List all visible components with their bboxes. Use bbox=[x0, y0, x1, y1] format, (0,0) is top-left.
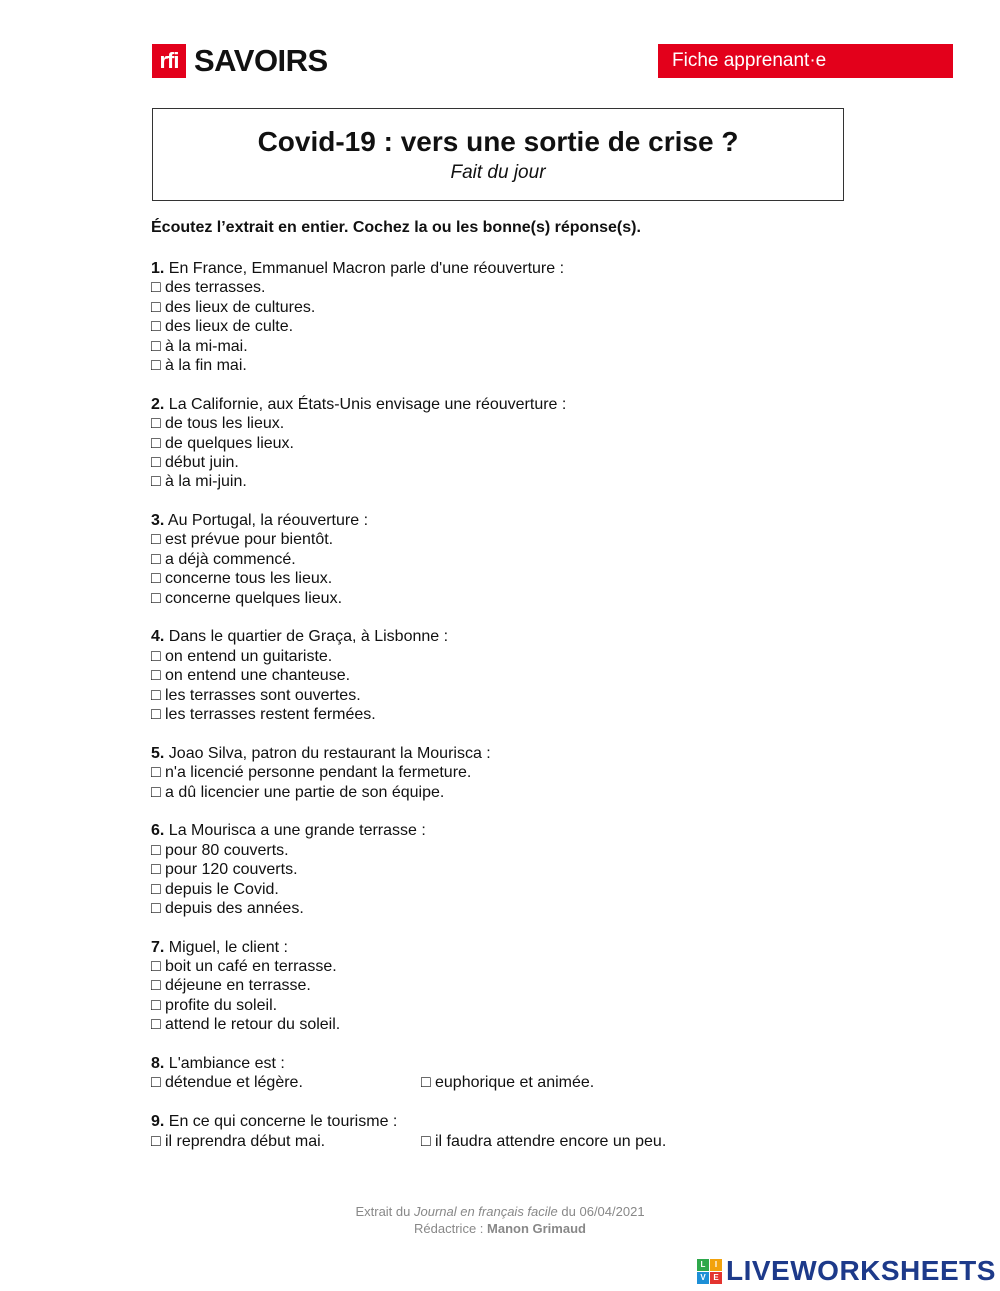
question-2 bbox=[151, 395, 851, 492]
question-number: 9. bbox=[151, 1113, 165, 1131]
answer-option[interactable]: □ a dû licencier une partie de son équipe. bbox=[151, 783, 445, 801]
answer-option[interactable]: □ les terrasses restent fermées. bbox=[151, 705, 376, 723]
question-text: Miguel, le client : bbox=[164, 938, 288, 956]
answer-option[interactable]: □ n'a licencié personne pendant la fermeture. bbox=[151, 764, 472, 782]
question-text: La Californie, aux États-Unis envisage une réouverture : bbox=[164, 395, 567, 413]
question-text: L'ambiance est : bbox=[164, 1055, 285, 1073]
answer-option[interactable]: □ pour 80 couverts. bbox=[151, 841, 289, 859]
answer-option[interactable]: □ de tous les lieux. bbox=[151, 415, 285, 433]
checkbox-icon[interactable]: □ bbox=[151, 570, 161, 588]
question-number: 4. bbox=[151, 628, 165, 646]
answer-option[interactable]: □ des terrasses. bbox=[151, 279, 266, 297]
checkbox-icon[interactable]: □ bbox=[151, 531, 161, 549]
answer-option[interactable]: □ début juin. bbox=[151, 453, 239, 471]
question-text: Au Portugal, la réouverture : bbox=[164, 512, 369, 530]
checkbox-icon[interactable]: □ bbox=[151, 783, 161, 801]
checkbox-icon[interactable]: □ bbox=[151, 279, 161, 297]
savoirs-logo-text: SAVOIRS bbox=[194, 43, 328, 78]
checkbox-icon[interactable]: □ bbox=[151, 356, 161, 374]
liveworksheets-logo bbox=[697, 1255, 996, 1287]
questions-list bbox=[151, 259, 851, 1170]
checkbox-icon[interactable]: □ bbox=[151, 686, 161, 704]
checkbox-icon[interactable]: □ bbox=[151, 1016, 161, 1034]
checkbox-icon[interactable]: □ bbox=[151, 861, 161, 879]
instructions: Écoutez l’extrait en entier. Cochez la ou les bonne(s) réponse(s). bbox=[151, 219, 641, 236]
checkbox-icon[interactable]: □ bbox=[151, 434, 161, 452]
footer bbox=[0, 1203, 1000, 1237]
checkbox-icon[interactable]: □ bbox=[151, 996, 161, 1014]
question-9 bbox=[151, 1112, 851, 1151]
answer-option[interactable]: □ a déjà commencé. bbox=[151, 550, 296, 568]
answer-option[interactable]: □ on entend une chanteuse. bbox=[151, 667, 351, 685]
answer-option[interactable]: □ depuis des années. bbox=[151, 899, 304, 917]
answer-option[interactable]: □ il reprendra début mai. bbox=[151, 1132, 326, 1150]
answer-option[interactable]: □ pour 120 couverts. bbox=[151, 861, 298, 879]
answer-option[interactable]: □ détendue et légère. bbox=[151, 1074, 303, 1092]
answer-option[interactable]: □ depuis le Covid. bbox=[151, 880, 279, 898]
checkbox-icon[interactable]: □ bbox=[151, 589, 161, 607]
answer-option[interactable]: □ profite du soleil. bbox=[151, 996, 278, 1014]
checkbox-icon[interactable]: □ bbox=[151, 415, 161, 433]
checkbox-icon[interactable]: □ bbox=[151, 1074, 161, 1092]
question-number: 1. bbox=[151, 260, 165, 277]
checkbox-icon[interactable]: □ bbox=[151, 550, 161, 568]
fiche-badge: Fiche apprenant·e bbox=[658, 44, 953, 78]
checkbox-icon[interactable]: □ bbox=[151, 473, 161, 491]
answer-option[interactable]: □ concerne quelques lieux. bbox=[151, 589, 343, 607]
question-text: Dans le quartier de Graça, à Lisbonne : bbox=[164, 628, 449, 646]
checkbox-icon[interactable]: □ bbox=[151, 764, 161, 782]
answer-option[interactable]: □ les terrasses sont ouvertes. bbox=[151, 686, 361, 704]
title-box bbox=[152, 108, 844, 201]
question-text: La Mourisca a une grande terrasse : bbox=[164, 822, 426, 840]
question-text: En ce qui concerne le tourisme : bbox=[164, 1113, 398, 1131]
checkbox-icon[interactable]: □ bbox=[151, 318, 161, 336]
question-7 bbox=[151, 938, 851, 1035]
checkbox-icon[interactable]: □ bbox=[151, 841, 161, 859]
checkbox-icon[interactable]: □ bbox=[151, 453, 161, 471]
checkbox-icon[interactable]: □ bbox=[151, 958, 161, 976]
answer-option[interactable]: □ est prévue pour bientôt. bbox=[151, 531, 334, 549]
footer-source: Extrait du Journal en français facile du 06/04/2021 bbox=[355, 1204, 645, 1219]
checkbox-icon[interactable]: □ bbox=[151, 880, 161, 898]
question-number: 3. bbox=[151, 512, 165, 530]
answer-option[interactable]: □ à la mi-juin. bbox=[151, 473, 247, 491]
footer-author: Rédactrice : Manon Grimaud bbox=[414, 1221, 586, 1236]
answer-option[interactable]: □ de quelques lieux. bbox=[151, 434, 294, 452]
question-3 bbox=[151, 511, 851, 608]
checkbox-icon[interactable]: □ bbox=[421, 1132, 431, 1150]
answer-option[interactable]: □ des lieux de cultures. bbox=[151, 298, 316, 316]
answer-option[interactable]: □ à la fin mai. bbox=[151, 356, 247, 374]
checkbox-icon[interactable]: □ bbox=[151, 298, 161, 316]
checkbox-icon[interactable]: □ bbox=[151, 1132, 161, 1150]
page-subtitle: Fait du jour bbox=[450, 162, 546, 183]
liveworksheets-text: LIVEWORKSHEETS bbox=[726, 1255, 996, 1286]
question-1 bbox=[151, 259, 851, 375]
checkbox-icon[interactable]: □ bbox=[421, 1074, 431, 1092]
question-5 bbox=[151, 744, 851, 802]
checkbox-icon[interactable]: □ bbox=[151, 705, 161, 723]
question-4 bbox=[151, 627, 851, 724]
question-number: 8. bbox=[151, 1055, 165, 1073]
rfi-logo-box: rfi bbox=[152, 44, 186, 78]
question-number: 2. bbox=[151, 395, 165, 413]
checkbox-icon[interactable]: □ bbox=[151, 647, 161, 665]
answer-option[interactable]: □ on entend un guitariste. bbox=[151, 647, 333, 665]
answer-option[interactable]: □ déjeune en terrasse. bbox=[151, 977, 311, 995]
page-title: Covid-19 : vers une sortie de crise ? bbox=[257, 126, 739, 157]
question-6 bbox=[151, 821, 851, 918]
answer-option[interactable]: □ attend le retour du soleil. bbox=[151, 1016, 341, 1034]
checkbox-icon[interactable]: □ bbox=[151, 899, 161, 917]
question-text: En France, Emmanuel Macron parle d'une réouverture : bbox=[164, 260, 565, 277]
answer-option[interactable]: □ des lieux de culte. bbox=[151, 318, 294, 336]
checkbox-icon[interactable]: □ bbox=[151, 337, 161, 355]
answer-option[interactable]: □ concerne tous les lieux. bbox=[151, 570, 333, 588]
answer-option[interactable]: □ boit un café en terrasse. bbox=[151, 958, 337, 976]
rfi-savoirs-logo bbox=[152, 43, 328, 79]
question-number: 5. bbox=[151, 744, 165, 762]
checkbox-icon[interactable]: □ bbox=[151, 667, 161, 685]
question-8 bbox=[151, 1054, 851, 1093]
question-text: Joao Silva, patron du restaurant la Mourisca : bbox=[164, 744, 491, 762]
liveworksheets-icon: L I V E bbox=[697, 1259, 722, 1284]
question-number: 6. bbox=[151, 822, 165, 840]
question-number: 7. bbox=[151, 938, 165, 956]
answer-option[interactable]: □ euphorique et animée. bbox=[421, 1074, 595, 1092]
answer-option[interactable]: □ il faudra attendre encore un peu. bbox=[421, 1132, 667, 1150]
checkbox-icon[interactable]: □ bbox=[151, 977, 161, 995]
answer-option[interactable]: □ à la mi-mai. bbox=[151, 337, 248, 355]
